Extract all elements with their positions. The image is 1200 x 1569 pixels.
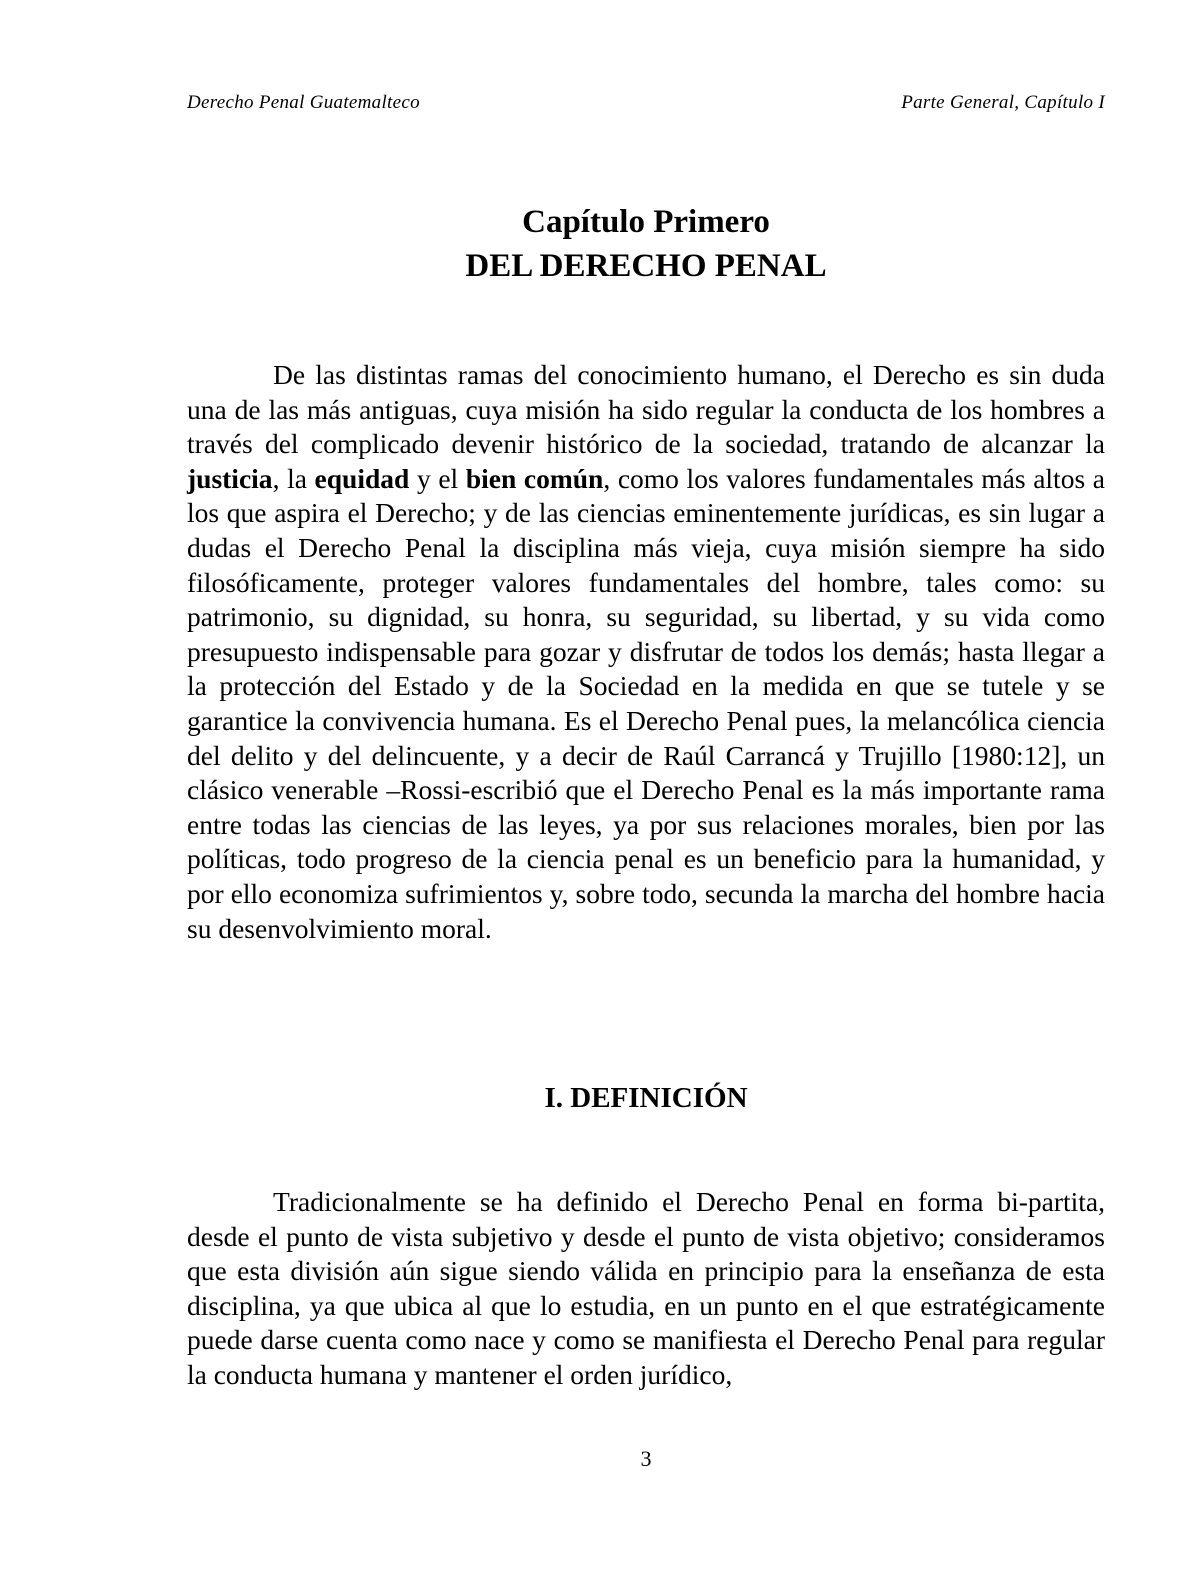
section-heading: I. DEFINICIÓN [544, 1082, 748, 1114]
bold-term-bien-comun: bien común [465, 462, 604, 494]
chapter-name: DEL DERECHO PENAL [465, 248, 827, 284]
bold-term-equidad: equidad [314, 462, 410, 494]
page-number: 3 [640, 1446, 652, 1471]
chapter-title [187, 200, 1105, 288]
paragraph-text: y el [409, 462, 466, 494]
body-paragraph-intro [187, 358, 1105, 946]
paragraph-text: , como los valores fundamentales más altos a los que aspira el Derecho; y de las ciencias eminentemente jurídicas, es sin lugar a dudas el Derecho Penal la disciplina más vieja, cuya misión siempre ha sido filosóficamente, proteger valores fundamentales del hombre, tales como: su patrimonio, su dignidad, su honra, su seguridad, su libertad, y su vida como presupuesto indispensable para gozar y disfrutar de todos los demás; hasta llegar a la protección del Estado y de la Sociedad en la medida en que se tutele y se garantice la convivencia humana. Es el Derecho Penal pues, la melancólica ciencia del delito y del delincuente, y a decir de Raúl Carrancá y Trujillo [1980:12], un clásico venerable –Rossi-escribió que el Derecho Penal es la más importante rama entre todas las ciencias de las leyes, ya por sus relaciones morales, bien por las políticas, todo progreso de la ciencia penal es un beneficio para la humanidad, y por ello economiza sufrimientos y, sobre todo, secunda la marcha del hombre hacia su desenvolvimiento moral. [187, 462, 1105, 944]
bold-term-justicia: justicia [187, 462, 273, 494]
body-paragraph-definition: Tradicionalmente se ha definido el Derecho Penal en forma bi-partita, desde el punto de vista subjetivo y desde el punto de vista objetivo; consideramos que esta división aún sigue siendo válida en principio para la enseñanza de esta disciplina, ya que ubica al que lo estudia, en un punto en el que estratégicamente puede darse cuenta como nace y como se manifiesta el Derecho Penal para regular la conducta humana y mantener el orden jurídico, [187, 1186, 1105, 1390]
running-header [187, 92, 1105, 122]
paragraph-text: De las distintas ramas del conocimiento humano, el Derecho es sin duda una de las más antiguas, cuya misión ha sido regular la conducta de los hombres a través del complicado devenir histórico de la sociedad, tratando de alcanzar la [187, 359, 1105, 460]
header-chapter-ref: Parte General, Capítulo I [901, 92, 1105, 113]
header-book-title: Derecho Penal Guatemalteco [187, 92, 420, 113]
paragraph-text: , la [272, 462, 315, 494]
chapter-number: Capítulo Primero [522, 204, 770, 240]
